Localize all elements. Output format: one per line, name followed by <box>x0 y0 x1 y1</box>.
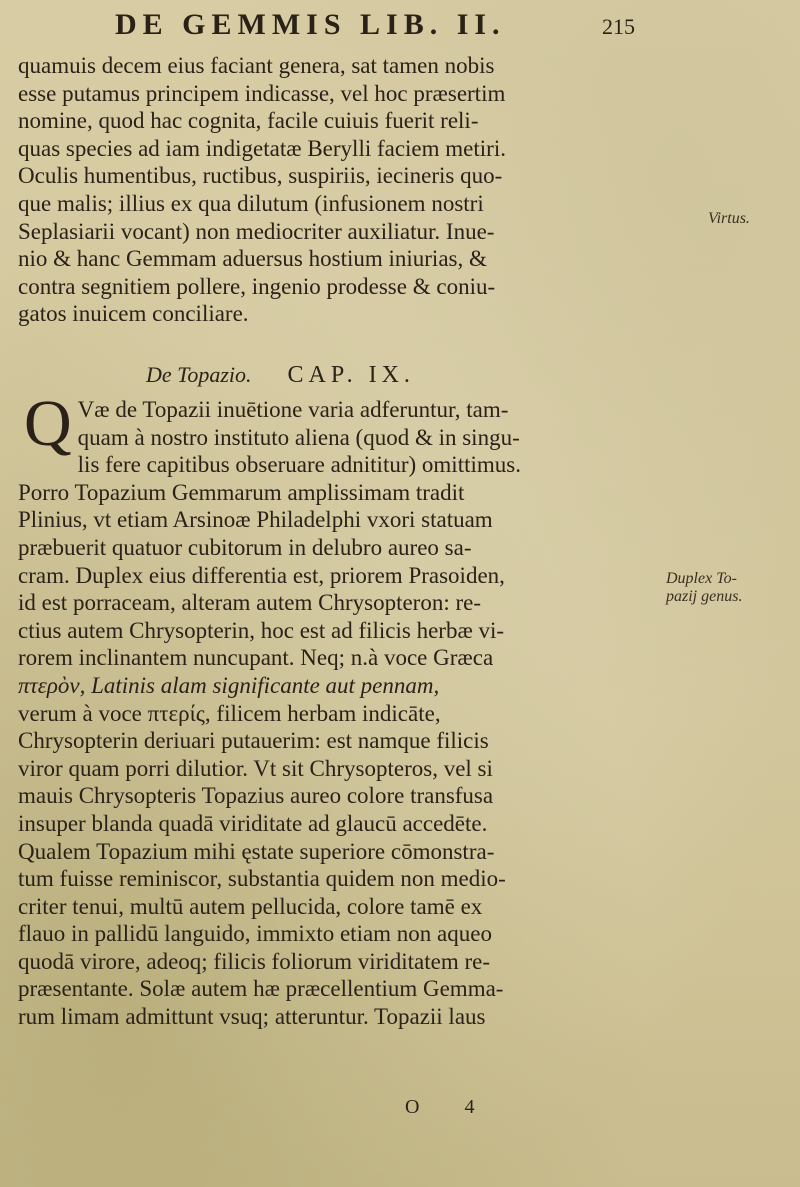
text-line: cram. Duplex eius differentia est, priorem Prasoiden, <box>18 562 505 588</box>
text-line: Væ de Topazii inuētione varia adferuntur, tam- <box>77 397 509 422</box>
text-line: ctius autem Chrysopterin, hoc est ad filicis herbæ vi- <box>18 617 505 643</box>
text-line: lis fere capitibus obseruare adnititur) omittimus. <box>77 452 521 478</box>
text-line: Porro Topazium Gemmarum amplissimam tradit <box>18 479 465 505</box>
chapter-heading <box>146 362 415 389</box>
text-line: rorem inclinantem nuncupant. Neq; n.à voce Græca <box>18 645 494 671</box>
text-line: esse putamus principem indicasse, vel hoc præsertim <box>18 80 506 106</box>
text-line: præsentante. Solæ autem hæ præcellentium Gemma- <box>18 976 504 1002</box>
text-line: quas species ad iam indigetatæ Berylli faciem metiri. <box>18 135 506 161</box>
text-line: Oculis humentibus, ructibus, suspiriis, iecineris quo- <box>18 163 503 189</box>
text-line: nomine, quod hac cognita, facile cuiuis fuerit reli- <box>18 108 479 134</box>
text-line: tum fuisse reminiscor, substantia quidem non medio- <box>18 866 506 892</box>
page-number: 215 <box>602 14 635 39</box>
running-title: DE GEMMIS LIB. II. <box>115 8 506 41</box>
paragraph-1 <box>18 52 658 328</box>
text-line: flauo in pallidū languido, immixto etiam non aqueo <box>18 921 492 947</box>
text-line: Qualem Topazium mihi ęstate superiore cōmonstra- <box>18 838 495 864</box>
text-line: que malis; illius ex qua dilutum (infusionem nostri <box>18 190 484 216</box>
text-line: quodā virore, adeoq; filicis foliorum viriditatem re- <box>18 948 490 974</box>
text-line: contra segnitiem pollere, ingenio prodesse & coniu- <box>18 273 496 299</box>
text-line: quam à nostro instituto aliena (quod & in singu- <box>77 424 520 450</box>
text-line: Chrysopterin deriuari putauerim: est namque filicis <box>18 728 489 754</box>
signature-mark: O 4 <box>405 1096 495 1118</box>
running-head <box>115 8 635 42</box>
text-line: Plinius, vt etiam Arsinoæ Philadelphi vxori statuam <box>18 507 493 533</box>
text-line: insuper blanda quadā viriditate ad glaucū accedēte. <box>18 810 488 836</box>
text-line: quamuis decem eius faciant genera, sat tamen nobis <box>18 53 495 78</box>
text-line: verum à voce πτερίς, filicem herbam indicāte, <box>18 700 441 726</box>
text-line: rum limam admittunt vsuq; atteruntur. Topazii laus <box>18 1004 486 1030</box>
text-line: nio & hanc Gemmam aduersus hostium iniurias, & <box>18 246 487 272</box>
text-line: πτερὸν, Latinis alam significante aut pennam, <box>18 672 440 698</box>
text-line: præbuerit quatuor cubitorum in delubro aureo sa- <box>18 534 472 560</box>
chapter-number: CAP. IX. <box>287 362 415 388</box>
text-line: gatos inuicem conciliare. <box>18 301 249 327</box>
text-line: viror quam porri dilutior. Vt sit Chrysopteros, vel si <box>18 755 493 781</box>
chapter-subtitle: De Topazio. <box>146 362 252 387</box>
text-line: id est porraceam, alteram autem Chrysopteron: re- <box>18 590 482 616</box>
text-line: Seplasiarii vocant) non mediocriter auxiliatur. Inue- <box>18 218 495 244</box>
paragraph-2 <box>18 387 658 1031</box>
text-line: mauis Chrysopteris Topazius aureo colore transfusa <box>18 783 494 809</box>
marginal-note-virtus: Virtus. <box>708 210 750 227</box>
marginal-note-duplex: Duplex To- pazij genus. <box>666 570 743 605</box>
drop-capital: Q <box>24 387 72 460</box>
text-line: criter tenui, multū autem pellucida, colore tamē ex <box>18 893 483 919</box>
